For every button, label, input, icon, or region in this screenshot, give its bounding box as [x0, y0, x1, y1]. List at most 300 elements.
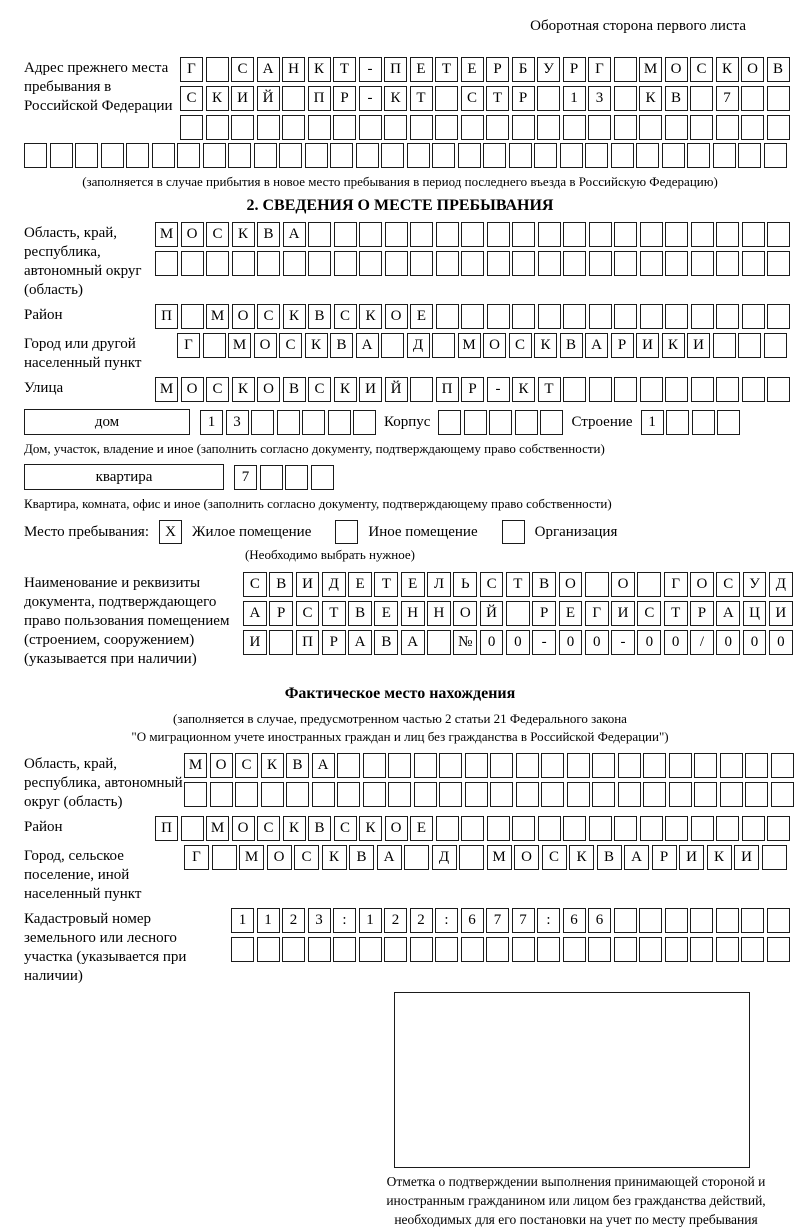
house-type-box[interactable] — [24, 409, 190, 435]
char-cell[interactable]: Т — [538, 377, 561, 402]
char-cell[interactable] — [436, 816, 459, 841]
char-cell[interactable] — [767, 222, 790, 247]
char-cell[interactable]: - — [359, 86, 382, 111]
char-cell[interactable]: С — [206, 222, 229, 247]
char-cell[interactable]: В — [665, 86, 688, 111]
char-cell[interactable] — [665, 222, 688, 247]
char-cell[interactable]: К — [512, 377, 535, 402]
char-cell[interactable] — [414, 782, 437, 807]
char-cell[interactable] — [427, 630, 451, 655]
char-cell[interactable] — [330, 143, 353, 168]
char-cell[interactable]: У — [743, 572, 767, 597]
char-cell[interactable]: С — [180, 86, 203, 111]
char-cell[interactable]: Д — [432, 845, 457, 870]
char-cell[interactable] — [435, 86, 458, 111]
char-cell[interactable]: В — [349, 845, 374, 870]
char-cell[interactable] — [767, 86, 790, 111]
char-cell[interactable]: А — [283, 222, 306, 247]
char-cell[interactable]: И — [636, 333, 659, 358]
char-cell[interactable] — [359, 937, 382, 962]
char-cell[interactable]: А — [312, 753, 335, 778]
char-cell[interactable] — [487, 251, 510, 276]
char-cell[interactable] — [589, 377, 612, 402]
char-cell[interactable]: В — [330, 333, 353, 358]
char-cell[interactable]: С — [206, 377, 229, 402]
char-cell[interactable] — [694, 753, 717, 778]
char-cell[interactable] — [231, 115, 254, 140]
char-cell[interactable] — [687, 143, 710, 168]
char-cell[interactable]: В — [308, 304, 331, 329]
char-cell[interactable] — [588, 937, 611, 962]
char-cell[interactable] — [742, 222, 765, 247]
char-cell[interactable]: К — [283, 816, 306, 841]
char-cell[interactable] — [537, 115, 560, 140]
char-cell[interactable]: В — [283, 377, 306, 402]
char-cell[interactable] — [206, 115, 229, 140]
char-cell[interactable]: М — [206, 816, 229, 841]
char-cell[interactable]: Й — [385, 377, 408, 402]
char-cell[interactable]: Е — [374, 601, 398, 626]
char-cell[interactable]: Р — [461, 377, 484, 402]
char-cell[interactable] — [745, 753, 768, 778]
char-cell[interactable]: И — [769, 601, 793, 626]
char-cell[interactable] — [516, 782, 539, 807]
char-cell[interactable]: Г — [177, 333, 200, 358]
char-cell[interactable]: К — [334, 377, 357, 402]
char-cell[interactable]: О — [232, 816, 255, 841]
char-cell[interactable] — [614, 115, 637, 140]
char-cell[interactable] — [745, 782, 768, 807]
char-cell[interactable]: К — [716, 57, 739, 82]
char-cell[interactable]: К — [359, 304, 382, 329]
char-cell[interactable]: 2 — [410, 908, 433, 933]
char-cell[interactable] — [512, 304, 535, 329]
char-cell[interactable] — [538, 222, 561, 247]
char-cell[interactable] — [404, 845, 429, 870]
char-cell[interactable] — [643, 782, 666, 807]
char-cell[interactable] — [637, 572, 661, 597]
char-cell[interactable]: И — [296, 572, 320, 597]
char-cell[interactable]: 7 — [234, 465, 257, 490]
char-cell[interactable] — [282, 115, 305, 140]
char-cell[interactable] — [254, 143, 277, 168]
char-cell[interactable] — [410, 115, 433, 140]
char-cell[interactable] — [251, 410, 274, 435]
char-cell[interactable] — [767, 816, 790, 841]
char-cell[interactable] — [567, 753, 590, 778]
char-cell[interactable]: - — [532, 630, 556, 655]
char-cell[interactable] — [359, 222, 382, 247]
char-cell[interactable] — [767, 115, 790, 140]
char-cell[interactable] — [334, 222, 357, 247]
char-cell[interactable] — [767, 937, 790, 962]
char-cell[interactable]: М — [155, 377, 178, 402]
char-cell[interactable] — [534, 143, 557, 168]
char-cell[interactable]: Р — [269, 601, 293, 626]
char-cell[interactable] — [741, 908, 764, 933]
char-cell[interactable] — [771, 753, 794, 778]
char-cell[interactable]: П — [436, 377, 459, 402]
char-cell[interactable] — [690, 937, 713, 962]
char-cell[interactable]: / — [690, 630, 714, 655]
char-cell[interactable] — [614, 222, 637, 247]
char-cell[interactable] — [487, 304, 510, 329]
char-cell[interactable]: С — [334, 816, 357, 841]
char-cell[interactable] — [512, 222, 535, 247]
char-cell[interactable] — [692, 410, 715, 435]
char-cell[interactable] — [436, 304, 459, 329]
stamp-box[interactable] — [394, 992, 750, 1168]
char-cell[interactable]: О — [514, 845, 539, 870]
char-cell[interactable] — [691, 251, 714, 276]
char-cell[interactable]: Е — [410, 816, 433, 841]
char-cell[interactable] — [741, 115, 764, 140]
char-cell[interactable]: 0 — [664, 630, 688, 655]
char-cell[interactable] — [713, 333, 736, 358]
char-cell[interactable] — [614, 908, 637, 933]
char-cell[interactable]: К — [359, 816, 382, 841]
checkbox-inoe-pomeshchenie[interactable] — [335, 520, 358, 544]
char-cell[interactable]: И — [359, 377, 382, 402]
char-cell[interactable]: О — [210, 753, 233, 778]
char-cell[interactable] — [487, 222, 510, 247]
char-cell[interactable] — [541, 753, 564, 778]
char-cell[interactable] — [363, 753, 386, 778]
char-cell[interactable]: 1 — [641, 410, 664, 435]
char-cell[interactable] — [716, 937, 739, 962]
char-cell[interactable] — [432, 333, 455, 358]
char-cell[interactable]: Т — [435, 57, 458, 82]
char-cell[interactable]: Ь — [453, 572, 477, 597]
char-cell[interactable]: В — [257, 222, 280, 247]
char-cell[interactable]: 2 — [384, 908, 407, 933]
char-cell[interactable] — [716, 251, 739, 276]
char-cell[interactable]: № — [453, 630, 477, 655]
char-cell[interactable]: В — [532, 572, 556, 597]
char-cell[interactable]: П — [308, 86, 331, 111]
char-cell[interactable] — [385, 251, 408, 276]
char-cell[interactable] — [232, 251, 255, 276]
char-cell[interactable]: 1 — [563, 86, 586, 111]
char-cell[interactable]: Т — [410, 86, 433, 111]
char-cell[interactable]: Р — [512, 86, 535, 111]
char-cell[interactable] — [461, 251, 484, 276]
char-cell[interactable] — [767, 908, 790, 933]
char-cell[interactable]: Г — [180, 57, 203, 82]
char-cell[interactable] — [694, 782, 717, 807]
char-cell[interactable]: Е — [559, 601, 583, 626]
char-cell[interactable] — [458, 143, 481, 168]
char-cell[interactable] — [592, 782, 615, 807]
checkbox-organizatsiya[interactable] — [502, 520, 525, 544]
char-cell[interactable]: С — [509, 333, 532, 358]
char-cell[interactable] — [665, 816, 688, 841]
char-cell[interactable]: С — [231, 57, 254, 82]
char-cell[interactable]: С — [243, 572, 267, 597]
char-cell[interactable] — [690, 908, 713, 933]
char-cell[interactable]: С — [461, 86, 484, 111]
char-cell[interactable]: 3 — [226, 410, 249, 435]
char-cell[interactable]: Ц — [743, 601, 767, 626]
char-cell[interactable] — [257, 115, 280, 140]
char-cell[interactable]: О — [665, 57, 688, 82]
char-cell[interactable] — [432, 143, 455, 168]
char-cell[interactable]: В — [597, 845, 622, 870]
char-cell[interactable] — [285, 465, 308, 490]
char-cell[interactable] — [333, 937, 356, 962]
char-cell[interactable]: И — [734, 845, 759, 870]
char-cell[interactable]: Д — [769, 572, 793, 597]
char-cell[interactable] — [563, 222, 586, 247]
char-cell[interactable] — [614, 86, 637, 111]
char-cell[interactable]: 6 — [563, 908, 586, 933]
char-cell[interactable] — [666, 410, 689, 435]
char-cell[interactable] — [665, 251, 688, 276]
char-cell[interactable]: 3 — [308, 908, 331, 933]
char-cell[interactable] — [356, 143, 379, 168]
char-cell[interactable] — [662, 143, 685, 168]
char-cell[interactable]: 1 — [257, 908, 280, 933]
char-cell[interactable] — [585, 143, 608, 168]
char-cell[interactable]: А — [257, 57, 280, 82]
char-cell[interactable] — [308, 222, 331, 247]
char-cell[interactable] — [563, 304, 586, 329]
char-cell[interactable]: К — [662, 333, 685, 358]
char-cell[interactable]: 3 — [588, 86, 611, 111]
char-cell[interactable]: Н — [282, 57, 305, 82]
char-cell[interactable]: Р — [333, 86, 356, 111]
char-cell[interactable] — [537, 86, 560, 111]
char-cell[interactable]: 6 — [461, 908, 484, 933]
char-cell[interactable]: Т — [322, 601, 346, 626]
char-cell[interactable]: У — [537, 57, 560, 82]
char-cell[interactable]: Р — [652, 845, 677, 870]
char-cell[interactable]: 0 — [637, 630, 661, 655]
char-cell[interactable] — [589, 222, 612, 247]
char-cell[interactable]: К — [322, 845, 347, 870]
char-cell[interactable] — [282, 937, 305, 962]
char-cell[interactable]: А — [585, 333, 608, 358]
char-cell[interactable] — [435, 937, 458, 962]
char-cell[interactable] — [333, 115, 356, 140]
char-cell[interactable] — [716, 908, 739, 933]
char-cell[interactable] — [538, 251, 561, 276]
char-cell[interactable] — [308, 251, 331, 276]
char-cell[interactable]: И — [687, 333, 710, 358]
char-cell[interactable] — [337, 782, 360, 807]
char-cell[interactable] — [537, 937, 560, 962]
char-cell[interactable]: 0 — [559, 630, 583, 655]
char-cell[interactable]: К — [384, 86, 407, 111]
char-cell[interactable]: Й — [480, 601, 504, 626]
char-cell[interactable] — [767, 304, 790, 329]
char-cell[interactable] — [512, 115, 535, 140]
char-cell[interactable] — [665, 304, 688, 329]
char-cell[interactable] — [636, 143, 659, 168]
char-cell[interactable]: 7 — [512, 908, 535, 933]
char-cell[interactable] — [206, 251, 229, 276]
char-cell[interactable] — [762, 845, 787, 870]
char-cell[interactable] — [506, 601, 530, 626]
char-cell[interactable] — [716, 222, 739, 247]
char-cell[interactable] — [738, 333, 761, 358]
char-cell[interactable] — [359, 251, 382, 276]
char-cell[interactable]: И — [243, 630, 267, 655]
char-cell[interactable]: Г — [588, 57, 611, 82]
char-cell[interactable] — [614, 937, 637, 962]
char-cell[interactable] — [691, 816, 714, 841]
char-cell[interactable]: В — [348, 601, 372, 626]
char-cell[interactable] — [742, 816, 765, 841]
char-cell[interactable]: Р — [690, 601, 714, 626]
char-cell[interactable]: И — [611, 601, 635, 626]
char-cell[interactable] — [388, 753, 411, 778]
char-cell[interactable]: : — [333, 908, 356, 933]
char-cell[interactable] — [302, 410, 325, 435]
char-cell[interactable]: В — [269, 572, 293, 597]
char-cell[interactable]: Р — [563, 57, 586, 82]
char-cell[interactable]: М — [239, 845, 264, 870]
char-cell[interactable]: - — [359, 57, 382, 82]
char-cell[interactable]: С — [257, 816, 280, 841]
char-cell[interactable] — [311, 465, 334, 490]
char-cell[interactable] — [560, 143, 583, 168]
char-cell[interactable] — [286, 782, 309, 807]
char-cell[interactable] — [155, 251, 178, 276]
char-cell[interactable]: С — [542, 845, 567, 870]
char-cell[interactable] — [643, 753, 666, 778]
char-cell[interactable]: О — [559, 572, 583, 597]
char-cell[interactable] — [639, 115, 662, 140]
char-cell[interactable] — [353, 410, 376, 435]
char-cell[interactable] — [385, 222, 408, 247]
char-cell[interactable] — [640, 251, 663, 276]
char-cell[interactable] — [640, 222, 663, 247]
char-cell[interactable] — [713, 143, 736, 168]
char-cell[interactable]: Г — [664, 572, 688, 597]
char-cell[interactable] — [235, 782, 258, 807]
char-cell[interactable]: О — [232, 304, 255, 329]
char-cell[interactable] — [177, 143, 200, 168]
char-cell[interactable]: С — [690, 57, 713, 82]
char-cell[interactable] — [618, 753, 641, 778]
char-cell[interactable] — [614, 377, 637, 402]
char-cell[interactable] — [665, 908, 688, 933]
char-cell[interactable] — [690, 115, 713, 140]
char-cell[interactable] — [742, 377, 765, 402]
char-cell[interactable]: К — [639, 86, 662, 111]
char-cell[interactable] — [592, 753, 615, 778]
char-cell[interactable] — [512, 251, 535, 276]
char-cell[interactable]: О — [741, 57, 764, 82]
char-cell[interactable]: А — [377, 845, 402, 870]
char-cell[interactable]: А — [243, 601, 267, 626]
char-cell[interactable] — [717, 410, 740, 435]
char-cell[interactable] — [24, 143, 47, 168]
char-cell[interactable]: : — [435, 908, 458, 933]
char-cell[interactable] — [486, 115, 509, 140]
char-cell[interactable]: П — [296, 630, 320, 655]
char-cell[interactable] — [669, 753, 692, 778]
char-cell[interactable] — [203, 143, 226, 168]
char-cell[interactable]: О — [611, 572, 635, 597]
char-cell[interactable]: Е — [461, 57, 484, 82]
char-cell[interactable]: В — [374, 630, 398, 655]
char-cell[interactable] — [665, 377, 688, 402]
char-cell[interactable]: 0 — [743, 630, 767, 655]
char-cell[interactable]: 1 — [200, 410, 223, 435]
char-cell[interactable] — [308, 115, 331, 140]
char-cell[interactable]: С — [235, 753, 258, 778]
char-cell[interactable] — [563, 377, 586, 402]
char-cell[interactable] — [461, 937, 484, 962]
char-cell[interactable]: Т — [333, 57, 356, 82]
char-cell[interactable] — [741, 937, 764, 962]
char-cell[interactable]: О — [181, 222, 204, 247]
char-cell[interactable]: А — [401, 630, 425, 655]
char-cell[interactable] — [614, 304, 637, 329]
char-cell[interactable] — [716, 304, 739, 329]
char-cell[interactable]: 0 — [480, 630, 504, 655]
char-cell[interactable] — [384, 115, 407, 140]
char-cell[interactable] — [435, 115, 458, 140]
char-cell[interactable] — [261, 782, 284, 807]
char-cell[interactable]: Е — [401, 572, 425, 597]
char-cell[interactable]: Е — [348, 572, 372, 597]
char-cell[interactable] — [461, 222, 484, 247]
char-cell[interactable] — [720, 753, 743, 778]
char-cell[interactable] — [439, 782, 462, 807]
char-cell[interactable] — [691, 377, 714, 402]
char-cell[interactable] — [716, 816, 739, 841]
char-cell[interactable] — [541, 782, 564, 807]
char-cell[interactable]: - — [487, 377, 510, 402]
char-cell[interactable]: О — [254, 333, 277, 358]
char-cell[interactable]: П — [155, 816, 178, 841]
char-cell[interactable] — [764, 143, 787, 168]
char-cell[interactable] — [589, 251, 612, 276]
char-cell[interactable]: К — [534, 333, 557, 358]
char-cell[interactable]: И — [231, 86, 254, 111]
char-cell[interactable] — [436, 251, 459, 276]
char-cell[interactable]: М — [228, 333, 251, 358]
char-cell[interactable] — [328, 410, 351, 435]
char-cell[interactable] — [337, 753, 360, 778]
char-cell[interactable] — [742, 304, 765, 329]
char-cell[interactable] — [439, 753, 462, 778]
char-cell[interactable] — [231, 937, 254, 962]
char-cell[interactable] — [742, 251, 765, 276]
char-cell[interactable]: П — [384, 57, 407, 82]
char-cell[interactable]: М — [206, 304, 229, 329]
char-cell[interactable]: 6 — [588, 908, 611, 933]
char-cell[interactable] — [308, 937, 331, 962]
char-cell[interactable]: Б — [512, 57, 535, 82]
char-cell[interactable] — [388, 782, 411, 807]
char-cell[interactable] — [764, 333, 787, 358]
char-cell[interactable]: О — [690, 572, 714, 597]
checkbox-zhiloe-pomeshchenie[interactable]: X — [159, 520, 182, 544]
char-cell[interactable]: В — [308, 816, 331, 841]
char-cell[interactable] — [665, 937, 688, 962]
char-cell[interactable] — [75, 143, 98, 168]
char-cell[interactable]: П — [155, 304, 178, 329]
char-cell[interactable] — [334, 251, 357, 276]
char-cell[interactable] — [414, 753, 437, 778]
char-cell[interactable] — [305, 143, 328, 168]
char-cell[interactable]: С — [279, 333, 302, 358]
char-cell[interactable]: - — [611, 630, 635, 655]
